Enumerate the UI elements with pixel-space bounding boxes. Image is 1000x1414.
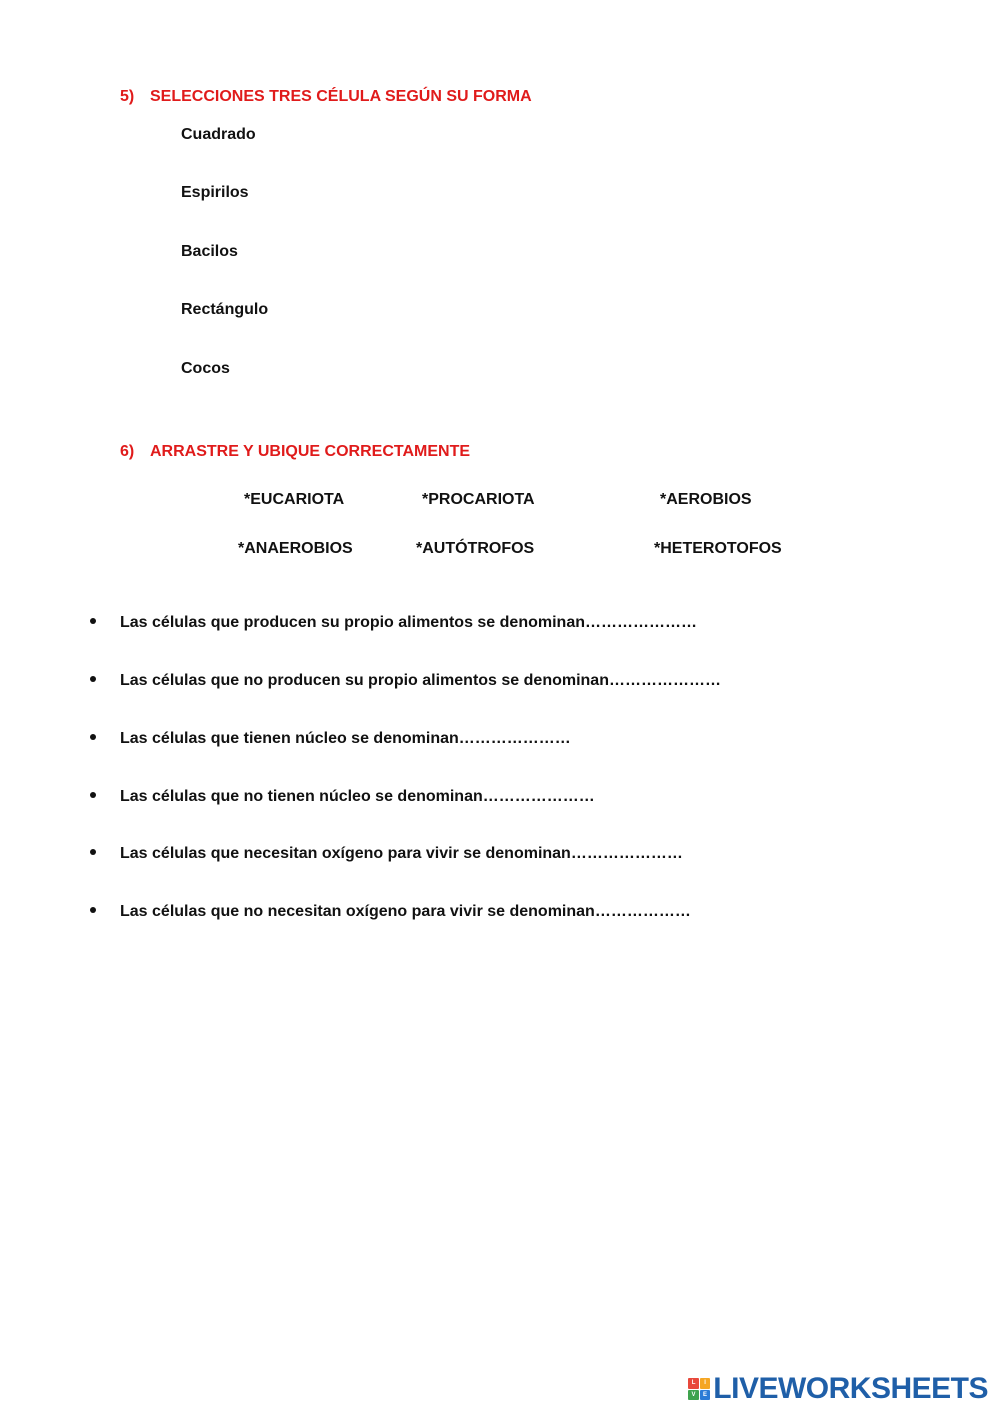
option-bacilos[interactable]: Bacilos xyxy=(181,243,238,260)
bullet-icon xyxy=(90,734,96,740)
bullet-icon xyxy=(90,792,96,798)
statement-text[interactable]: Las células que no tienen núcleo se denominan………………… xyxy=(120,788,595,805)
drag-word-eucariota[interactable]: *EUCARIOTA xyxy=(244,491,345,508)
statement-row xyxy=(90,845,683,863)
bullet-icon xyxy=(90,676,96,682)
question-6-title xyxy=(120,443,470,461)
statement-text[interactable]: Las células que necesitan oxígeno para vivir se denominan………………… xyxy=(120,845,683,862)
drag-word-anaerobios[interactable]: *ANAEROBIOS xyxy=(238,540,353,557)
statement-row xyxy=(90,903,691,921)
statement-row xyxy=(90,788,595,806)
liveworksheets-logo xyxy=(688,1372,988,1406)
statement-text[interactable]: Las células que no necesitan oxígeno para vivir se denominan……………… xyxy=(120,903,691,920)
drag-word-aerobios[interactable]: *AEROBIOS xyxy=(660,491,752,508)
statement-row xyxy=(90,614,697,632)
logo-letter-l: L xyxy=(688,1378,699,1389)
drag-word-heterotofos[interactable]: *HETEROTOFOS xyxy=(654,540,782,557)
logo-letter-v: V xyxy=(688,1390,699,1401)
statement-row xyxy=(90,672,721,690)
option-rectangulo[interactable]: Rectángulo xyxy=(181,301,269,318)
bullet-icon xyxy=(90,907,96,913)
statement-text[interactable]: Las células que no producen su propio alimentos se denominan………………… xyxy=(120,672,721,689)
bullet-icon xyxy=(90,618,96,624)
option-cuadrado[interactable]: Cuadrado xyxy=(181,126,256,143)
logo-letter-i: I xyxy=(700,1378,711,1389)
question-5-title xyxy=(120,88,532,106)
statement-row xyxy=(90,730,571,748)
option-cocos[interactable]: Cocos xyxy=(181,360,230,377)
drag-word-autotrofos[interactable]: *AUTÓTROFOS xyxy=(416,540,535,557)
logo-letter-e: E xyxy=(700,1390,711,1401)
question-6-text: ARRASTRE Y UBIQUE CORRECTAMENTE xyxy=(150,443,471,460)
question-5-text: SELECCIONES TRES CÉLULA SEGÚN SU FORMA xyxy=(150,88,532,105)
question-6-number: 6) xyxy=(120,443,135,460)
bullet-icon xyxy=(90,849,96,855)
question-5-number: 5) xyxy=(120,88,135,105)
drag-word-procariota[interactable]: *PROCARIOTA xyxy=(422,491,535,508)
logo-mark-icon xyxy=(688,1378,710,1400)
statement-text[interactable]: Las células que producen su propio alimentos se denominan………………… xyxy=(120,614,697,631)
statement-text[interactable]: Las células que tienen núcleo se denominan………………… xyxy=(120,730,571,747)
option-espirilos[interactable]: Espirilos xyxy=(181,184,249,201)
logo-text: LIVEWORKSHEETS xyxy=(713,1372,988,1405)
